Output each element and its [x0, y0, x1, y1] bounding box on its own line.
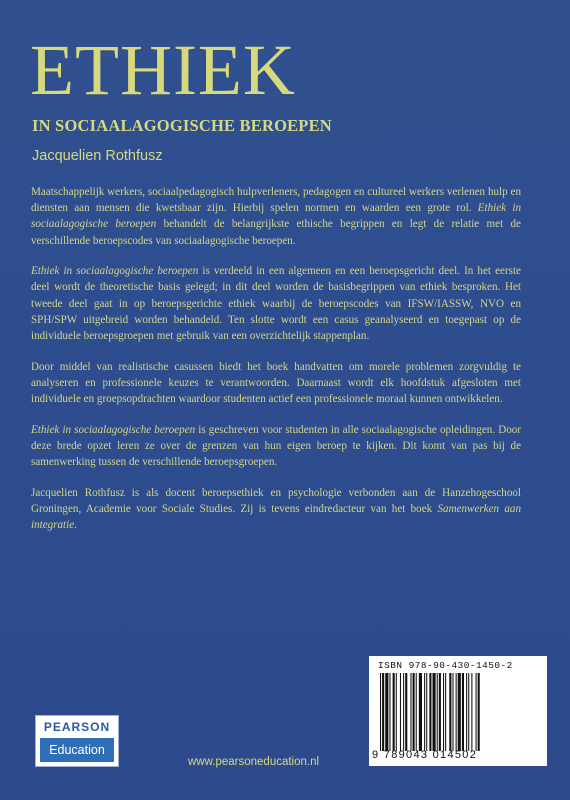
barcode-bar: [466, 673, 467, 751]
barcode-bar: [437, 673, 438, 751]
barcode-bar: [462, 673, 464, 751]
barcode-bar: [405, 673, 407, 751]
barcode-bar: [410, 673, 411, 751]
blurb-paragraph: Door middel van realistische casussen biedt het boek handvatten om morele problemen zorgvuldig te analyseren en professionele keuzes te verantwoorden. Daarnaast wordt elk hoofdstuk afgesloten met individuele en groepsopdrachten waardoor studenten actief een professionele moraal kunnen ontwikkelen.: [31, 360, 521, 406]
blurb-paragraph: Ethiek in sociaalagogische beroepen is geschreven voor studenten in alle sociaalagogische opleidingen. Door deze brede opzet leren ze over de grenzen van hun eigen beroep te kijken. Dit komt van pas bij de samenwerking tussen de verschillende beroepsgroepen.: [31, 423, 521, 469]
barcode-bar: [382, 673, 384, 751]
isbn-label: ISBN 978-90-430-1450-2: [378, 660, 513, 671]
barcode-bar: [439, 673, 441, 751]
barcode-bar: [396, 673, 397, 751]
barcode-bar: [429, 673, 431, 751]
author-name: Jacquelien Rothfusz: [32, 148, 163, 164]
barcode-bar: [476, 673, 477, 751]
book-title: ETHIEK: [30, 30, 296, 110]
barcode-bar: [426, 673, 427, 751]
barcode-number: 9 789043 014502: [372, 749, 478, 761]
barcode-bar: [443, 673, 444, 751]
barcode-bar: [413, 673, 415, 751]
book-subtitle: IN SOCIAALAGOGISCHE BEROEPEN: [32, 116, 332, 135]
barcode-bar: [419, 673, 422, 751]
barcode-bar: [433, 673, 436, 751]
barcode-bar: [449, 673, 451, 751]
barcode-bar: [400, 673, 401, 751]
publisher-url: www.pearsoneducation.nl: [188, 756, 320, 768]
barcode-bar: [456, 673, 457, 751]
barcode-bar: [393, 673, 395, 751]
barcode-bar: [468, 673, 469, 751]
barcode-bar: [471, 673, 472, 751]
barcode-graphic: [380, 673, 540, 751]
barcode-bar: [478, 673, 480, 751]
barcode-bar: [416, 673, 417, 751]
barcode-bar: [445, 673, 446, 751]
barcode-bar: [389, 673, 390, 751]
blurb-paragraph: Jacquelien Rothfusz is als docent beroepsethiek en psychologie verbonden aan de Hanzehogeschool Groningen, Academie voor Sociale Studies. Zij is tevens eindredacteur van het boek Samenwerken aan integratie.: [31, 486, 521, 532]
blurb-paragraph: Maatschappelijk werkers, sociaalpedagogisch hulpverleners, pedagogen en cultureel werkers verlenen hulp en diensten aan mensen die kwetsbaar zijn. Hierbij spelen normen en waarden een grote rol. Ethiek in sociaalagogische beroepen behandelt de belangrijkste ethische begrippen en legt de relatie met de verschillende beroepscodes van sociaalagogische beroepen.: [31, 186, 521, 247]
barcode-bar: [424, 673, 425, 751]
barcode-bar: [403, 673, 404, 751]
barcode-bar: [458, 673, 461, 751]
blurb-paragraph: Ethiek in sociaalagogische beroepen is verdeeld in een algemeen en een beroepsgericht deel. In het eerste deel wordt de theoretische basis gelegd; in dit deel worden de basisbegrippen van ethiek besproken. Het tweede deel gaat in op beroepsgerichte ethiek waarbij de beroepscodes van IFSW/IASSW, NVO en SPH/SPW uitgebreid worden behandeld. Ten slotte wordt een casus geanalyseerd en toegepast op de individuele beroepsgroepen met gebruik van een overzichtelijk stappenplan.: [31, 265, 521, 343]
blurb-text: [31, 184, 521, 548]
barcode-bar: [452, 673, 453, 751]
barcode-bar: [385, 673, 388, 751]
barcode-bar: [380, 673, 381, 751]
pearson-logo: [35, 715, 119, 767]
logo-top-text: PEARSON: [43, 720, 111, 734]
logo-bottom-text: Education: [40, 738, 114, 762]
